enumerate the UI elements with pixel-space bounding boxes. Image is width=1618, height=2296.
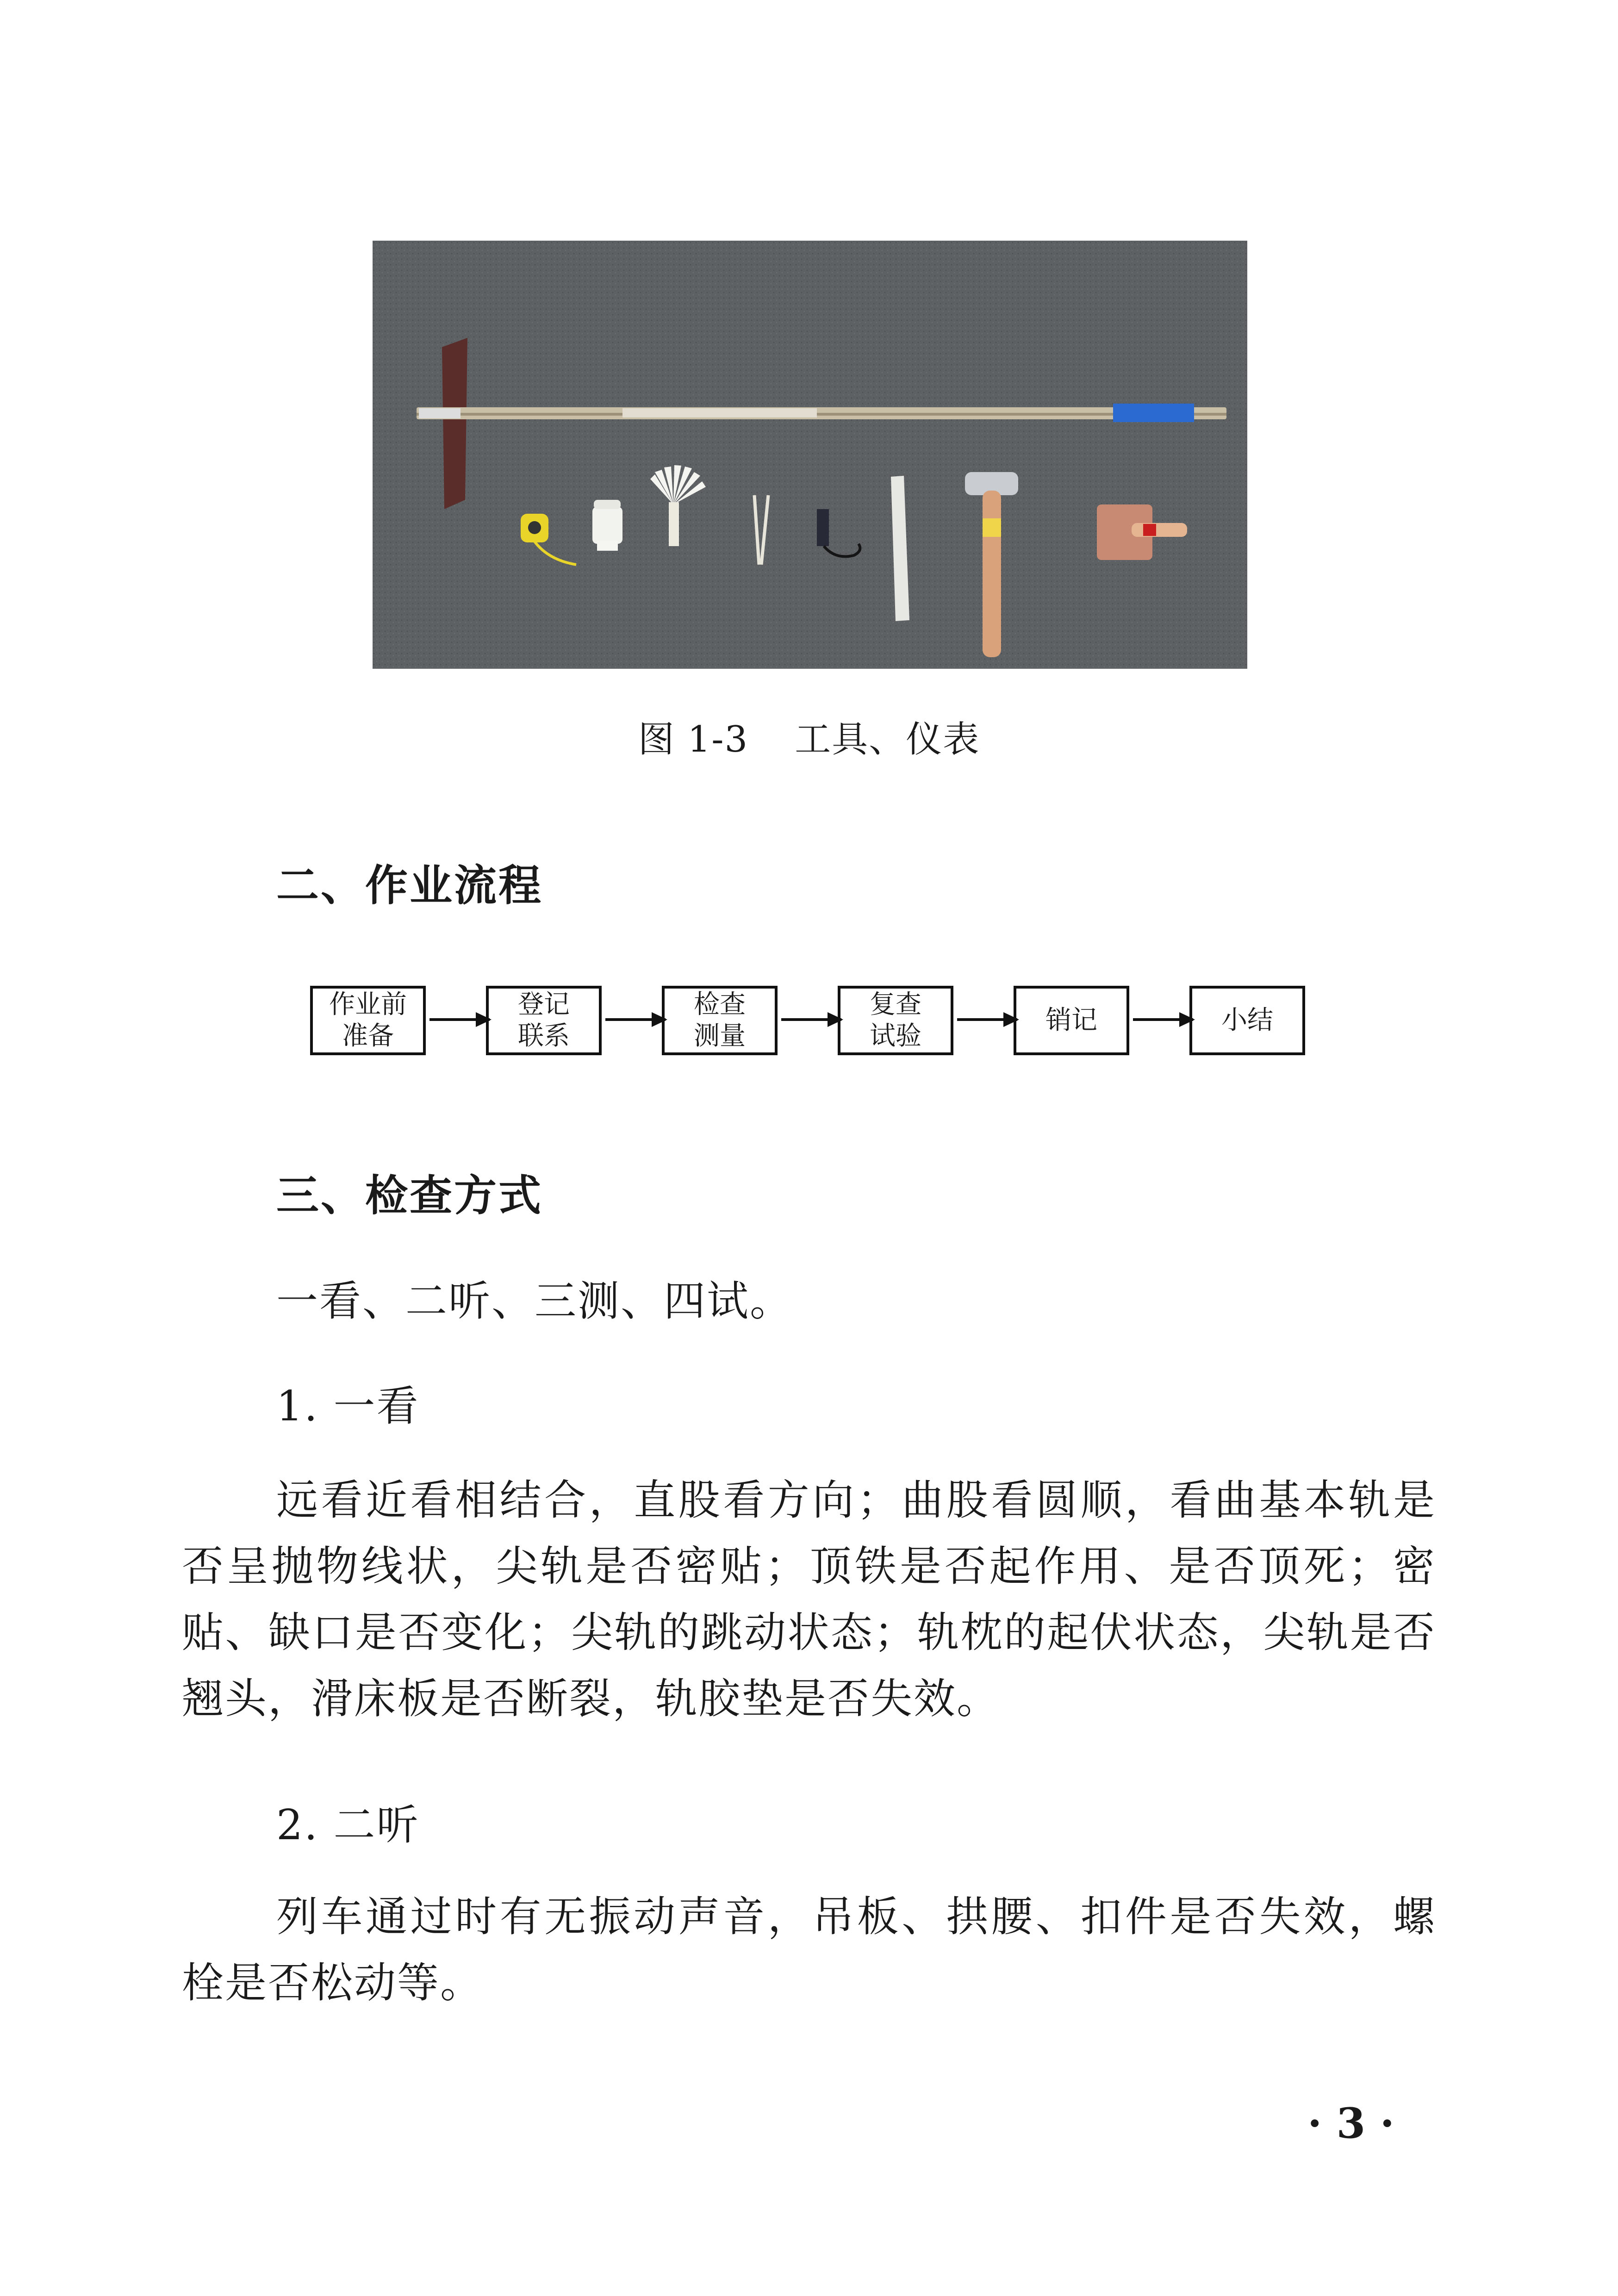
step-line: 销记 (1045, 1005, 1097, 1035)
figure-title: 工具、仪表 (795, 719, 980, 760)
flow-step-summary (1189, 986, 1305, 1055)
item2-title: 2. 二听 (276, 1801, 420, 1849)
step-line: 试验 (870, 1021, 921, 1051)
step-line: 联系 (518, 1021, 570, 1051)
gauge-bottle (592, 500, 622, 551)
flow-arrow (781, 1018, 841, 1021)
step-line: 作业前 (329, 989, 407, 1020)
flow-step-inspect (662, 986, 778, 1055)
asphalt-background (373, 241, 1247, 669)
intro-paragraph: 一看、二听、三测、四试。 (276, 1277, 793, 1325)
flow-step-register (486, 986, 602, 1055)
section-heading-workflow: 二、作业流程 (276, 861, 543, 910)
step-line: 登记 (518, 989, 570, 1020)
flow-step-recheck (838, 986, 953, 1055)
step-line: 检查 (694, 989, 746, 1020)
tools-illustration (373, 241, 1247, 669)
item1-paragraph: 远看近看相结合，直股看方向；曲股看圆顺，看曲基本轨是否呈抛物线状，尖轨是否密贴；顶铁是否起作用、是否顶死；密贴、缺口是否变化；尖轨的跳动状态；轨枕的起伏状态，尖轨是否翘头，滑床板是否断裂，轨胶垫是否失效。 (182, 1476, 1436, 1723)
step-line: 小结 (1221, 1005, 1273, 1035)
section-heading-inspection: 三、检查方式 (276, 1171, 543, 1220)
flow-arrow (429, 1018, 490, 1021)
workflow-diagram (310, 986, 1310, 1064)
page-number: · 3 · (1307, 2099, 1394, 2148)
flow-arrow (605, 1018, 666, 1021)
flow-arrow (957, 1018, 1017, 1021)
item2-paragraph: 列车通过时有无振动声音，吊板、拱腰、扣件是否失效，螺栓是否松动等。 (182, 1892, 1436, 2007)
figure-caption (0, 710, 1618, 762)
flow-step-cancel (1014, 986, 1129, 1055)
flow-step-prep (310, 986, 426, 1055)
step-line: 复查 (870, 989, 921, 1020)
step-line: 准备 (342, 1021, 394, 1051)
tools-photo (373, 241, 1247, 669)
item1-title: 1. 一看 (276, 1382, 420, 1431)
flow-arrow (1133, 1018, 1193, 1021)
figure-number: 图 1-3 (638, 719, 749, 760)
step-line: 测量 (694, 1021, 746, 1051)
